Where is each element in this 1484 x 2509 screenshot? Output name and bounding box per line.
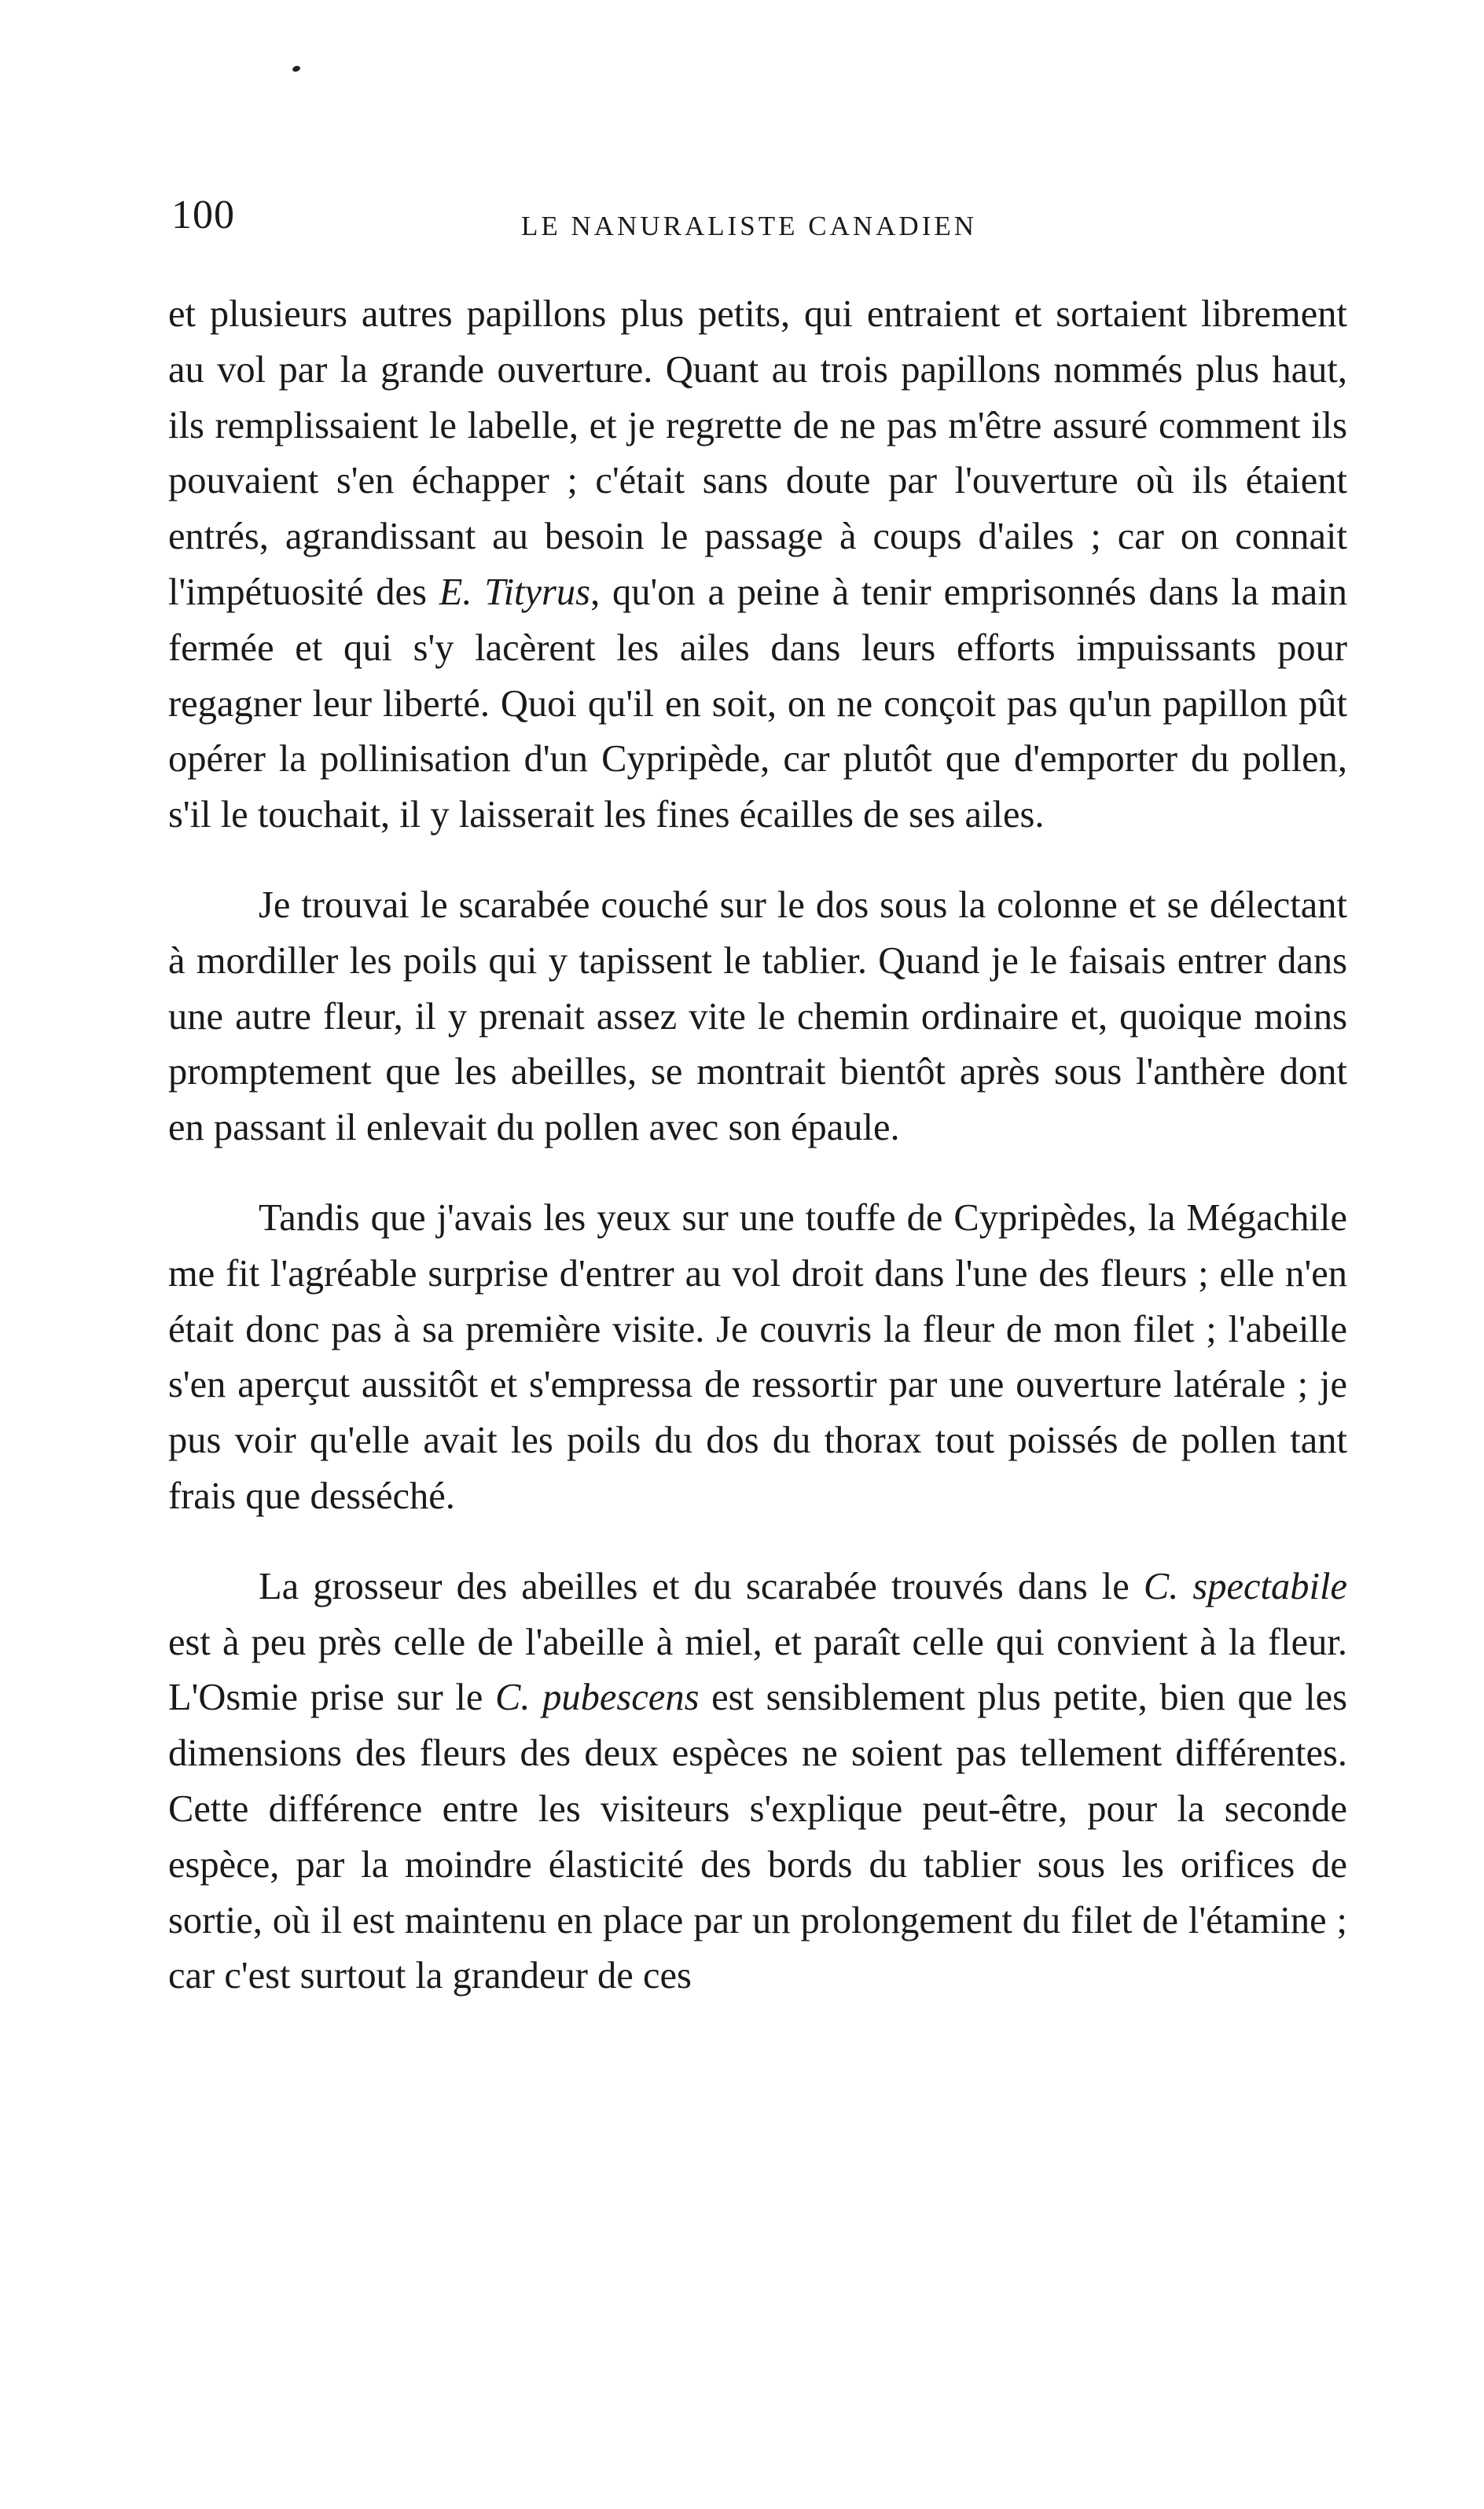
paragraph-1-text-1: et plusieurs autres papillons plus petits, qui entraient et sortaient librement au vol par la grande ouverture. Quant au trois papillons nommés plus haut, ils remplissaient le labelle, et je regrette de ne pas m'être assuré comment ils pouvaient s'en échapper ; c'était sans doute par l'ouverture où ils étaient entrés, agrandissant au besoin le passage à coups d'ailes ; car on connait l'impétuosité des bbox=[168, 293, 1347, 613]
page-number: 100 bbox=[171, 193, 235, 237]
paragraph-4-text-3: est sensiblement plus petite, bien que les dimensions des fleurs des deux espèces ne soient pas tellement différentes. Cette différence entre les visiteurs s'explique peut-être, pour la seconde espèce, par la moindre élasticité des bords du tablier sous les orifices de sortie, où il est maintenu en place par un prolongement du filet de l'étamine ; car c'est surtout la grandeur de ces bbox=[168, 1677, 1347, 1997]
paragraph-4-text-2: est à peu près celle de l'abeille à miel, et paraît celle qui convient à la fleur. L'Osmie prise sur le bbox=[168, 1621, 1347, 1719]
paragraph-4-text-1: La grosseur des abeilles et du scarabée trouvés dans le bbox=[259, 1565, 1144, 1607]
paragraph-4 bbox=[168, 1559, 1347, 2004]
paragraph-1-text-2: , qu'on a peine à tenir emprisonnés dans la main fermée et qui s'y lacèrent les ailes dans leurs efforts impuissants pour regagner leur liberté. Quoi qu'il en soit, on ne conçoit pas qu'un papillon pût opérer la pollinisation d'un Cypripède, car plutôt que d'emporter du pollen, s'il le touchait, il y laisserait les fines écailles de ses ailes. bbox=[168, 571, 1347, 836]
running-title: LE NANURALISTE CANADIEN bbox=[521, 211, 978, 241]
page-header bbox=[171, 189, 1358, 252]
body-text bbox=[168, 287, 1347, 2004]
paragraph-3 bbox=[168, 1191, 1347, 1525]
species-name-e-tityrus: E. Tityrus bbox=[439, 571, 591, 613]
ink-speck bbox=[292, 65, 301, 73]
species-name-c-pubescens: C. pubescens bbox=[495, 1677, 700, 1719]
paragraph-1 bbox=[168, 287, 1347, 843]
species-name-c-spectabile: C. spectabile bbox=[1143, 1565, 1347, 1607]
paragraph-2 bbox=[168, 878, 1347, 1156]
paragraph-2-text: Je trouvai le scarabée couché sur le dos sous la colonne et se délectant à mordiller les poils qui y tapissent le tablier. Quand je le faisais entrer dans une autre fleur, il y prenait assez vite le chemin ordinaire et, quoique moins promptement que les abeilles, se montrait bientôt après sous l'anthère dont en passant il enlevait du pollen avec son épaule. bbox=[168, 883, 1347, 1149]
paragraph-3-text: Tandis que j'avais les yeux sur une touffe de Cypripèdes, la Mégachile me fit l'agréable surprise d'entrer au vol droit dans l'une des fleurs ; elle n'en était donc pas à sa première visite. Je couvris la fleur de mon filet ; l'abeille s'en aperçut aussitôt et s'empressa de ressortir par une ouverture latérale ; je pus voir qu'elle avait les poils du dos du thorax tout poissés de pollen tant frais que desséché. bbox=[168, 1196, 1347, 1517]
